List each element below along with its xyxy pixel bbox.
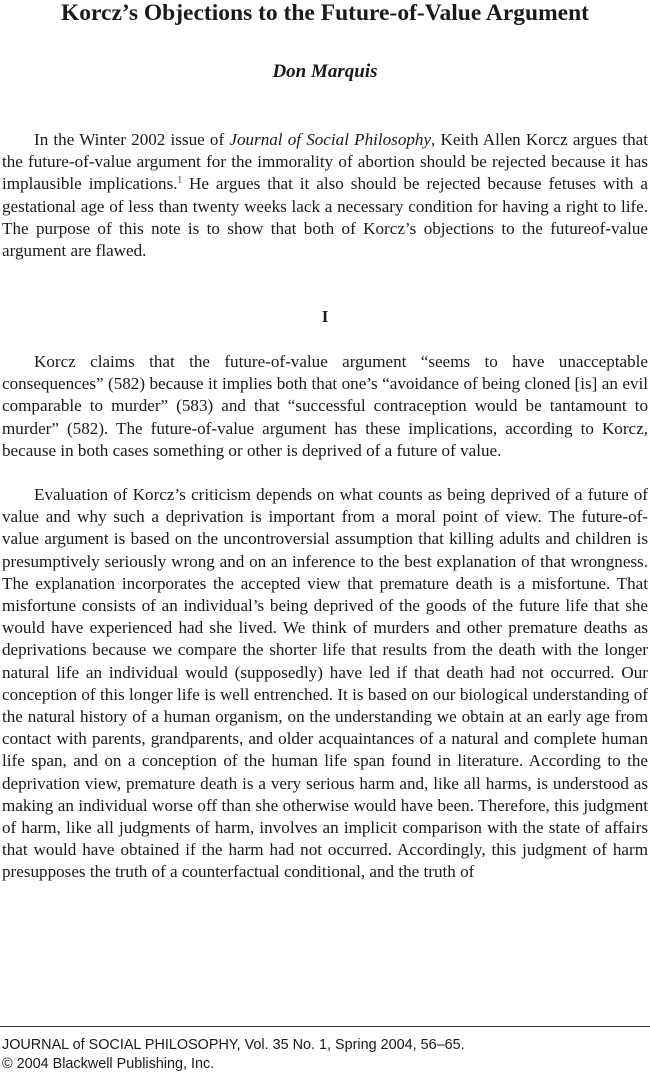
footnote-marker: 1 [177,174,183,185]
intro-paragraph [2,129,648,262]
intro-text-end: He argues that it also should be rejected because fetuses with a gestational age of less than twenty weeks lack a necessary condition for having a right to life. The purpose of this note is to show that both of Korcz’s objections to the futureof-value argument are flawed. [2,174,648,261]
copyright-notice: © 2004 Blackwell Publishing, Inc. [2,1056,215,1072]
intro-text-middle: , Keith Allen Korcz argues that the future-of-value argument for the immorality of abortion should be rejected because it has implausible implications. [2,130,648,194]
article-author: Don Marquis [272,61,378,82]
article-title: Korcz’s Objections to the Future-of-Value Argument [60,0,590,26]
body-paragraph-2: Evaluation of Korcz’s criticism depends on what counts as being deprived of a future of value and why such a deprivation is important from a moral point of view. The future-of-value argument is based on the uncontroversial assumption that killing adults and children is presumptively seriously wrong and on an inference to the best explanation of that wrongness. The explanation incorporates the accepted view that premature death is a misfortune. That misfortune consists of an individual’s being deprived of the goods of the future life that she would have experienced had she lived. We think of murders and other premature deaths as deprivations because we compare the shorter life that results from the death with the longer natural life an individual would (supposedly) have led if that death had not occurred. Our conception of this longer life is well entrenched. It is based on our biological understanding of the natural history of a human organism, on the understanding we obtain at an early age from contact with parents, grandparents, and older acquaintances of a natural and complete human life span, and on a conception of the human life span found in literature. According to the deprivation view, premature death is a very serious harm and, like all harms, is understood as making an individual worse off than she otherwise would have been. Therefore, this judgment of harm, like all judgments of harm, involves an implicit comparison with the state of affairs that would have obtained if the harm had not occurred. Accordingly, this judgment of harm presupposes the truth of a counterfactual conditional, and the truth of [2,485,648,882]
body-paragraph-1: Korcz claims that the future-of-value argument “seems to have unacceptable consequences” (582) because it implies both that one’s “avoidance of being cloned [is] an evil comparable to murder” (583) and that “successful contraception would be tantamount to murder” (582). The future-of-value argument has these implications, according to Korcz, because in both cases something or other is deprived of a future of value. [2,352,648,460]
journal-citation: JOURNAL of SOCIAL PHILOSOPHY, Vol. 35 No. 1, Spring 2004, 56–65. [2,1037,465,1053]
footer-divider [0,1026,650,1027]
intro-text-start: In the Winter 2002 issue of [34,130,230,149]
section-heading: I [321,307,329,326]
journal-name: Journal of Social Philosophy [229,130,432,149]
